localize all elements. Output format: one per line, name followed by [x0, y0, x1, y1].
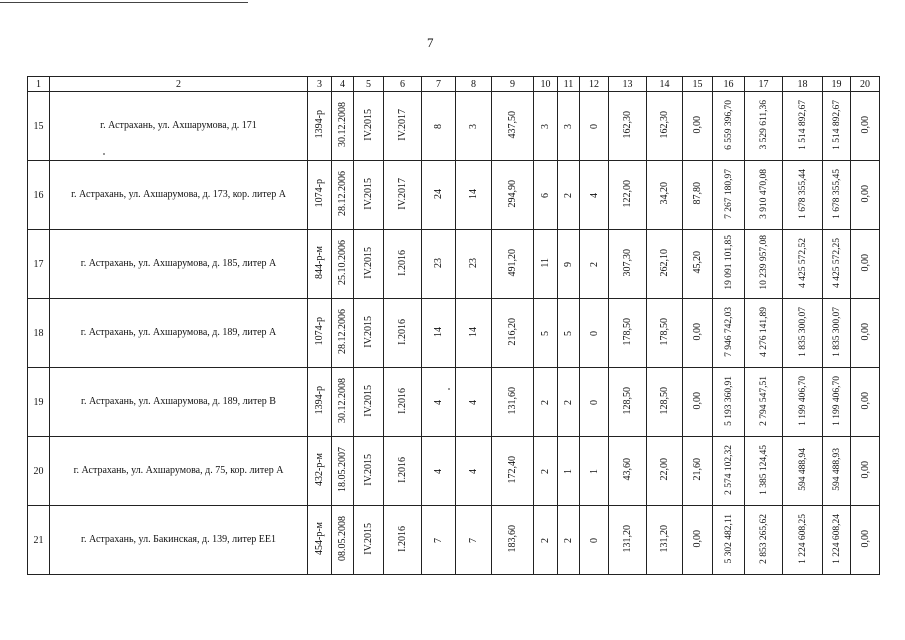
- cell-start: [354, 437, 384, 506]
- cell-c14: [647, 230, 683, 299]
- cell-start: [354, 161, 384, 230]
- cell-text: 1 678 355,44: [797, 168, 808, 219]
- cell-c8: [456, 161, 492, 230]
- cell-text: 178,50: [659, 317, 670, 346]
- cell-text: 432-р-м: [314, 453, 325, 486]
- cell-c15: [683, 437, 713, 506]
- cell-text: 262,10: [659, 248, 670, 277]
- cell-c10: [534, 506, 558, 575]
- cell-c17: [745, 230, 783, 299]
- cell-text: 28.12.2006: [337, 171, 348, 216]
- cell-text: 11: [540, 257, 551, 268]
- cell-c19: [823, 161, 851, 230]
- cell-text: 6 559 396,70: [723, 99, 734, 150]
- cell-n: 18: [28, 299, 50, 368]
- cell-c18: [783, 161, 823, 230]
- cell-doc_no: [308, 368, 332, 437]
- cell-c12: [580, 437, 609, 506]
- cell-c13: [609, 299, 647, 368]
- cell-doc_date: [332, 437, 354, 506]
- cell-text: 0,00: [859, 460, 871, 479]
- cell-c11: [558, 92, 580, 161]
- cell-c13: [609, 506, 647, 575]
- cell-end: [384, 437, 422, 506]
- cell-text: 178,50: [622, 317, 633, 346]
- col-number: 5: [354, 77, 384, 92]
- cell-c17: [745, 368, 783, 437]
- cell-c7: [422, 92, 456, 161]
- cell-text: 594 488,93: [831, 448, 842, 491]
- col-number: 6: [384, 77, 422, 92]
- col-number: 4: [332, 77, 354, 92]
- cell-text: 437,50: [507, 110, 518, 139]
- cell-c12: [580, 161, 609, 230]
- col-number: 19: [823, 77, 851, 92]
- cell-start: [354, 506, 384, 575]
- cell-text: 1 514 892,67: [831, 99, 842, 150]
- cell-text: 30.12.2008: [337, 378, 348, 423]
- cell-text: 1: [563, 468, 574, 474]
- cell-end: [384, 161, 422, 230]
- cell-c16: [713, 437, 745, 506]
- cell-text: 4 425 572,25: [831, 237, 842, 288]
- cell-c9: [492, 368, 534, 437]
- cell-c19: [823, 437, 851, 506]
- cell-text: 1: [588, 468, 600, 474]
- cell-c7: [422, 299, 456, 368]
- cell-c14: [647, 437, 683, 506]
- cell-text: 1 385 124,45: [758, 444, 769, 495]
- cell-text: 7: [468, 537, 479, 543]
- cell-text: 131,60: [507, 386, 518, 415]
- cell-text: 162,30: [622, 110, 633, 139]
- table-row: [28, 161, 880, 230]
- cell-c11: [558, 506, 580, 575]
- cell-c20: [851, 437, 880, 506]
- cell-c13: [609, 437, 647, 506]
- cell-c8: [456, 368, 492, 437]
- cell-c11: [558, 437, 580, 506]
- cell-c20: [851, 161, 880, 230]
- cell-doc_date: [332, 368, 354, 437]
- cell-c7: [422, 368, 456, 437]
- cell-c14: [647, 299, 683, 368]
- cell-text: 4: [468, 468, 479, 474]
- table-row: [28, 437, 880, 506]
- cell-end: [384, 299, 422, 368]
- cell-n: 20: [28, 437, 50, 506]
- cell-c8: [456, 92, 492, 161]
- cell-n: 21: [28, 506, 50, 575]
- cell-text: 2 574 102,32: [723, 444, 734, 495]
- cell-c20: [851, 92, 880, 161]
- cell-text: 1 224 608,25: [797, 513, 808, 564]
- cell-end: [384, 506, 422, 575]
- col-number: 15: [683, 77, 713, 92]
- cell-c16: [713, 506, 745, 575]
- col-number: 8: [456, 77, 492, 92]
- cell-c15: [683, 230, 713, 299]
- cell-text: I.2016: [397, 525, 408, 552]
- cell-text: IV.2015: [363, 108, 374, 141]
- cell-doc_date: [332, 161, 354, 230]
- cell-c17: [745, 506, 783, 575]
- cell-text: I.2016: [397, 387, 408, 414]
- col-number: 13: [609, 77, 647, 92]
- cell-text: 4 276 141,89: [758, 306, 769, 357]
- cell-text: 0,00: [692, 391, 703, 410]
- cell-text: 34,20: [659, 182, 670, 205]
- col-number: 3: [308, 77, 332, 92]
- cell-start: [354, 230, 384, 299]
- cell-text: 294,90: [507, 179, 518, 208]
- cell-c17: [745, 437, 783, 506]
- cell-c18: [783, 92, 823, 161]
- cell-c12: [580, 230, 609, 299]
- cell-c17: [745, 299, 783, 368]
- cell-text: 2: [563, 399, 574, 405]
- cell-doc_no: [308, 92, 332, 161]
- cell-start: [354, 299, 384, 368]
- cell-text: 4: [588, 192, 600, 198]
- cell-c14: [647, 506, 683, 575]
- cell-text: 454-р-м: [314, 522, 325, 555]
- col-number: 1: [28, 77, 50, 92]
- cell-text: 216,20: [507, 317, 518, 346]
- cell-text: 24: [433, 188, 444, 199]
- cell-c17: [745, 161, 783, 230]
- cell-start: [354, 92, 384, 161]
- cell-text: 43,60: [622, 458, 633, 481]
- cell-text: 5: [540, 330, 551, 336]
- cell-text: IV.2015: [363, 177, 374, 210]
- cell-text: 45,20: [692, 251, 703, 274]
- cell-text: 14: [468, 188, 479, 199]
- cell-c9: [492, 506, 534, 575]
- cell-address: г. Астрахань, ул. Ахшарумова, д. 189, литер В: [50, 368, 308, 437]
- cell-c16: [713, 299, 745, 368]
- cell-text: 0,00: [692, 115, 703, 134]
- cell-text: 2: [540, 537, 551, 543]
- table-row: [28, 92, 880, 161]
- cell-text: I.2016: [397, 318, 408, 345]
- cell-text: 22,00: [659, 458, 670, 481]
- cell-c9: [492, 299, 534, 368]
- cell-address: г. Астрахань, ул. Ахшарумова, д. 185, литер А: [50, 230, 308, 299]
- cell-text: 1 199 406,70: [831, 375, 842, 426]
- cell-text: IV.2015: [363, 453, 374, 486]
- col-number: 2: [50, 77, 308, 92]
- cell-c19: [823, 92, 851, 161]
- cell-text: 23: [433, 257, 444, 268]
- cell-c9: [492, 230, 534, 299]
- table-row: [28, 506, 880, 575]
- cell-c12: [580, 368, 609, 437]
- cell-text: 7: [433, 537, 444, 543]
- cell-text: 844-р-м: [314, 246, 325, 279]
- cell-c7: [422, 230, 456, 299]
- cell-c8: [456, 437, 492, 506]
- cell-text: 128,50: [622, 386, 633, 415]
- cell-c19: [823, 506, 851, 575]
- cell-c8: [456, 299, 492, 368]
- cell-doc_date: [332, 92, 354, 161]
- cell-text: 7 267 180,97: [723, 168, 734, 219]
- col-number: 18: [783, 77, 823, 92]
- cell-text: 594 488,94: [797, 448, 808, 491]
- cell-doc_no: [308, 161, 332, 230]
- cell-text: 491,20: [507, 248, 518, 277]
- cell-c14: [647, 161, 683, 230]
- cell-text: 23: [468, 257, 479, 268]
- col-number: 14: [647, 77, 683, 92]
- cell-c8: [456, 506, 492, 575]
- cell-c9: [492, 437, 534, 506]
- cell-text: 30.12.2008: [337, 102, 348, 147]
- register-table: [27, 76, 880, 575]
- cell-text: I.2016: [397, 249, 408, 276]
- cell-text: 5: [563, 330, 574, 336]
- cell-c20: [851, 506, 880, 575]
- cell-c15: [683, 92, 713, 161]
- cell-c9: [492, 92, 534, 161]
- cell-address: г. Астрахань, ул. Ахшарумова, д. 75, кор. литер А: [50, 437, 308, 506]
- cell-text: 9: [563, 261, 574, 267]
- cell-end: [384, 92, 422, 161]
- cell-c15: [683, 368, 713, 437]
- cell-text: 0: [588, 399, 600, 405]
- table-row: [28, 230, 880, 299]
- cell-c14: [647, 368, 683, 437]
- cell-c10: [534, 437, 558, 506]
- cell-c10: [534, 230, 558, 299]
- col-number: 20: [851, 77, 880, 92]
- cell-text: 131,20: [622, 524, 633, 553]
- cell-c19: [823, 368, 851, 437]
- cell-text: 2: [540, 468, 551, 474]
- cell-text: 0: [588, 330, 600, 336]
- cell-text: 183,60: [507, 524, 518, 553]
- cell-text: 4: [433, 468, 444, 474]
- cell-c17: [745, 92, 783, 161]
- cell-text: 14: [468, 326, 479, 337]
- cell-c20: [851, 368, 880, 437]
- cell-text: 2: [563, 537, 574, 543]
- cell-text: 2: [540, 399, 551, 405]
- cell-n: 17: [28, 230, 50, 299]
- cell-c20: [851, 299, 880, 368]
- top-rule: [0, 2, 248, 3]
- cell-text: 18.05.2007: [337, 447, 348, 492]
- cell-c12: [580, 299, 609, 368]
- cell-text: 6: [540, 192, 551, 198]
- cell-n: 19: [28, 368, 50, 437]
- col-number: 10: [534, 77, 558, 92]
- cell-text: 1394-р: [314, 386, 325, 415]
- cell-c8: [456, 230, 492, 299]
- cell-c12: [580, 92, 609, 161]
- cell-address: г. Астрахань, ул. Ахшарумова, д. 189, литер А: [50, 299, 308, 368]
- cell-text: 2 853 265,62: [758, 513, 769, 564]
- cell-text: 0,00: [859, 253, 871, 272]
- cell-c15: [683, 161, 713, 230]
- cell-doc_no: [308, 437, 332, 506]
- col-number: 16: [713, 77, 745, 92]
- cell-text: I.2016: [397, 456, 408, 483]
- cell-doc_no: [308, 230, 332, 299]
- cell-c11: [558, 230, 580, 299]
- cell-doc_date: [332, 506, 354, 575]
- cell-c16: [713, 368, 745, 437]
- cell-c10: [534, 299, 558, 368]
- col-number: 11: [558, 77, 580, 92]
- cell-text: 3: [468, 123, 479, 129]
- cell-text: 1 199 406,70: [797, 375, 808, 426]
- cell-text: 0: [588, 123, 600, 129]
- cell-c11: [558, 368, 580, 437]
- page-number: 7: [427, 35, 434, 50]
- cell-text: 1 835 300,07: [831, 306, 842, 357]
- cell-text: 1 678 355,45: [831, 168, 842, 219]
- cell-c11: [558, 161, 580, 230]
- cell-c9: [492, 161, 534, 230]
- cell-text: 307,30: [622, 248, 633, 277]
- cell-text: 1 514 892,67: [797, 99, 808, 150]
- cell-text: 0,00: [859, 391, 871, 410]
- cell-text: 08.05.2008: [337, 516, 348, 561]
- cell-text: 4: [433, 399, 444, 405]
- cell-c7: [422, 161, 456, 230]
- cell-text: 87,80: [692, 182, 703, 205]
- cell-text: 131,20: [659, 524, 670, 553]
- col-number: 9: [492, 77, 534, 92]
- cell-text: 28.12.2006: [337, 309, 348, 354]
- cell-text: 10 239 957,08: [758, 235, 769, 290]
- cell-c13: [609, 161, 647, 230]
- cell-doc_date: [332, 230, 354, 299]
- cell-text: 4 425 572,52: [797, 237, 808, 288]
- cell-text: IV.2017: [397, 108, 408, 141]
- cell-text: 1 224 608,24: [831, 513, 842, 564]
- cell-c13: [609, 92, 647, 161]
- column-number-row: [28, 77, 880, 92]
- cell-address: г. Астрахань, ул. Ахшарумова, д. 171: [50, 92, 308, 161]
- table-row: [28, 368, 880, 437]
- cell-c10: [534, 92, 558, 161]
- cell-n: 15: [28, 92, 50, 161]
- cell-text: 2 794 547,51: [758, 375, 769, 426]
- cell-text: 25.10.2006: [337, 240, 348, 285]
- scan-speck: [103, 153, 105, 155]
- scan-speck: [448, 388, 450, 390]
- cell-c10: [534, 161, 558, 230]
- cell-text: 3 529 611,36: [758, 99, 769, 150]
- cell-text: 5 302 482,11: [723, 513, 734, 564]
- cell-text: 128,50: [659, 386, 670, 415]
- cell-c13: [609, 368, 647, 437]
- cell-c18: [783, 299, 823, 368]
- cell-text: IV.2015: [363, 384, 374, 417]
- cell-c19: [823, 230, 851, 299]
- cell-text: 3: [540, 123, 551, 129]
- cell-c7: [422, 437, 456, 506]
- cell-text: 2: [588, 261, 600, 267]
- cell-c18: [783, 368, 823, 437]
- cell-c16: [713, 161, 745, 230]
- cell-text: 0,00: [859, 184, 871, 203]
- cell-text: 21,60: [692, 458, 703, 481]
- cell-c19: [823, 299, 851, 368]
- cell-text: 0,00: [692, 322, 703, 341]
- cell-c16: [713, 230, 745, 299]
- cell-text: 1074-р: [314, 317, 325, 346]
- cell-c14: [647, 92, 683, 161]
- cell-text: 4: [468, 399, 479, 405]
- cell-c12: [580, 506, 609, 575]
- cell-end: [384, 368, 422, 437]
- cell-text: 5 193 360,91: [723, 375, 734, 426]
- cell-c13: [609, 230, 647, 299]
- col-number: 7: [422, 77, 456, 92]
- cell-text: 0,00: [859, 529, 871, 548]
- cell-c18: [783, 230, 823, 299]
- cell-text: 3: [563, 123, 574, 129]
- cell-text: 3 910 470,08: [758, 168, 769, 219]
- cell-c20: [851, 230, 880, 299]
- cell-doc_no: [308, 299, 332, 368]
- cell-text: 0,00: [692, 529, 703, 548]
- table-row: [28, 299, 880, 368]
- cell-text: 1074-р: [314, 179, 325, 208]
- cell-text: 2: [563, 192, 574, 198]
- cell-c11: [558, 299, 580, 368]
- cell-text: 7 946 742,03: [723, 306, 734, 357]
- cell-c15: [683, 506, 713, 575]
- cell-n: 16: [28, 161, 50, 230]
- cell-doc_date: [332, 299, 354, 368]
- col-number: 12: [580, 77, 609, 92]
- cell-start: [354, 368, 384, 437]
- col-number: 17: [745, 77, 783, 92]
- cell-text: 1 835 300,07: [797, 306, 808, 357]
- cell-text: 8: [433, 123, 444, 129]
- cell-doc_no: [308, 506, 332, 575]
- cell-c18: [783, 506, 823, 575]
- cell-c16: [713, 92, 745, 161]
- cell-text: 1394-р: [314, 110, 325, 139]
- cell-address: г. Астрахань, ул. Ахшарумова, д. 173, кор. литер А: [50, 161, 308, 230]
- cell-text: 122,00: [622, 179, 633, 208]
- cell-text: 0,00: [859, 115, 871, 134]
- cell-c18: [783, 437, 823, 506]
- cell-end: [384, 230, 422, 299]
- cell-text: IV.2017: [397, 177, 408, 210]
- cell-text: IV.2015: [363, 246, 374, 279]
- cell-text: 162,30: [659, 110, 670, 139]
- cell-text: 19 091 101,85: [723, 235, 734, 290]
- cell-text: 14: [433, 326, 444, 337]
- cell-text: IV.2015: [363, 315, 374, 348]
- cell-text: IV.2015: [363, 522, 374, 555]
- cell-address: г. Астрахань, ул. Бакинская, д. 139, литер ЕЕ1: [50, 506, 308, 575]
- cell-c15: [683, 299, 713, 368]
- cell-text: 172,40: [507, 455, 518, 484]
- cell-text: 0,00: [859, 322, 871, 341]
- cell-text: 0: [588, 537, 600, 543]
- cell-c7: [422, 506, 456, 575]
- cell-c10: [534, 368, 558, 437]
